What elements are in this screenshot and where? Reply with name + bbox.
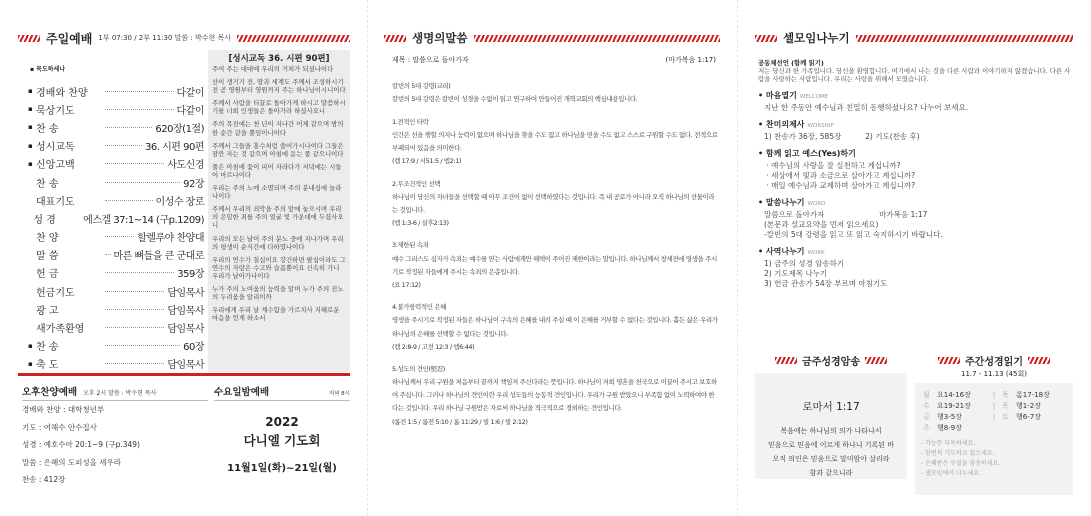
order-value: 담임목사 bbox=[167, 305, 204, 317]
responsive-reading-title: [성시교독 36. 시편 90편] bbox=[228, 54, 330, 64]
order-row bbox=[28, 118, 204, 136]
header-stripe-decoration bbox=[856, 35, 1073, 42]
order-value: 할렐루야 찬양대 bbox=[137, 233, 204, 245]
reading-passage: 롬17-18장 bbox=[1016, 390, 1050, 399]
cell-section-english: WORSHIP bbox=[807, 123, 834, 130]
sermon-paragraph bbox=[392, 178, 718, 230]
header-stripe-decoration bbox=[865, 357, 887, 364]
cell-section-line: 지난 한 주동안 예수님과 친밀히 동행하셨나요? 나누어 보세요. bbox=[764, 103, 969, 113]
afternoon-service bbox=[22, 384, 208, 489]
cell-section-line: 2) 기도제목 나누기 bbox=[764, 269, 828, 279]
memory-line: 복음에는 하나님의 의가 나타나서 bbox=[780, 427, 882, 435]
order-row bbox=[28, 155, 204, 173]
order-value: 92장 bbox=[183, 178, 204, 190]
order-value: 마른 뼈들을 큰 군대로 bbox=[113, 251, 204, 263]
reading-note: - 가능한 다독하세요. bbox=[921, 440, 976, 447]
worship-schedule: 1부 07:30 / 2부 11:30 말씀 : 박수현 목사 bbox=[98, 34, 232, 42]
sermon-line: 영생을 주시기로 작정된 자들은 하나님이 구속의 은혜를 내려 주실 때 이 은혜를 거부할 수 없다는 것입니다. 홀든 삶은 우리가 하나님의 은혜를 선택할 수 없다는 것입니다. bbox=[392, 316, 718, 338]
memory-line: 함과 같으니라 bbox=[809, 469, 853, 477]
cell-content bbox=[758, 58, 1072, 295]
reading-verse: 산이 생기기 전, 땅과 세계도 주께서 조성하시기 전 곧 영원부터 영원까지 주는 하나님이시니이다 bbox=[212, 78, 346, 95]
cell-panel bbox=[755, 0, 1073, 516]
reading-passage: 행6-7장 bbox=[1016, 412, 1041, 421]
bible-reading bbox=[915, 353, 1073, 487]
section-divider bbox=[18, 373, 350, 376]
cell-section-head bbox=[758, 119, 1072, 132]
cell-header bbox=[755, 30, 1073, 46]
reading-passage: 요19-21장 bbox=[937, 401, 971, 410]
prayer-meeting-year: 2022 bbox=[265, 415, 299, 429]
order-value: 에스겔 37:1~14 (구p.1209) bbox=[83, 214, 204, 226]
leader-dots bbox=[105, 200, 153, 201]
header-stripe-decoration bbox=[237, 35, 350, 42]
sermon-line: 하나님께서 우리 구원을 처음부터 끝까지 책임져 주신다라는 뜻입니다. 하나님이 저희 영혼을 천국으로 이끌어 주시고 보호하여 주십니다. 그러나 하나님의 견인이란 우리 성도들의 능동적 견인입니다. 우리가 구원 받았으니 부족함 없이 노력하여야 한다는 것입니다. 우리 하나님 구원받은 자로써 하나님을 적극적으로 경외하는 견인입니다. bbox=[392, 378, 717, 413]
wednesday-time: 저녁 8시 bbox=[328, 391, 350, 397]
reading-verse: 누가 주의 노여움의 능력을 알며 누가 주의 진노의 두려움을 알리이까 bbox=[212, 284, 344, 302]
sermon-line: 칼빈의 5대 강령은 칼빈이 성경을 수없이 읽고 연구하여 만들어진 개혁교회의 핵심내용입니다. bbox=[392, 95, 638, 104]
order-row bbox=[28, 173, 204, 191]
worship-panel bbox=[18, 0, 350, 516]
reading-row bbox=[921, 422, 1067, 433]
cell-section-title: • 찬미의제사 bbox=[758, 120, 805, 130]
order-value: 다같이 bbox=[176, 87, 204, 99]
reading-note: - 한번씩 기도하고 읽으세요. bbox=[921, 450, 995, 457]
order-row bbox=[28, 228, 204, 246]
reading-row bbox=[921, 411, 1067, 422]
leader-dots bbox=[105, 91, 174, 92]
reading-day: 목 bbox=[1002, 390, 1009, 399]
sermon-line: 예수 그리스도 십자가 속죄는 예수를 믿는 사람에게만 해택이 주어진 제한이라는 말입니다. 하나님께서 창세전에 영생을 주시기로 작정된 자들에게 주시는 속죄의 은총입니다. bbox=[392, 254, 717, 276]
order-label: 찬 송 bbox=[36, 178, 59, 190]
reading-verse: 주의 목전에는 천 년이 지나간 어제 같으며 밤의 한 순간 같을 뿐임이니이다 bbox=[212, 120, 344, 137]
silent-prayer-label: ▪ 묵도하세나 bbox=[30, 66, 66, 73]
leader-dots bbox=[105, 254, 111, 255]
reading-verse: 주께서 우리의 죄악을 주의 앞에 놓으시며 우리의 은밀한 죄를 주의 얼굴 빛 가운데에 두셨사오니 bbox=[212, 205, 344, 230]
cell-section-english: WORD bbox=[807, 201, 826, 208]
cell-section bbox=[758, 119, 1072, 142]
worship-header bbox=[18, 30, 350, 46]
cell-section-title: • 마음열기 bbox=[758, 91, 797, 101]
reading-day: 금 bbox=[923, 412, 930, 421]
leader-dots bbox=[105, 163, 164, 164]
afternoon-line: 기도 : 여해수 안수집사 bbox=[22, 422, 97, 432]
reading-separator: | bbox=[992, 390, 996, 399]
reading-verse: 우리의 모든 날이 주의 분노 중에 지나가며 우리의 평생이 순식간에 다하였나이다 bbox=[212, 234, 344, 251]
order-label: 찬 양 bbox=[36, 233, 59, 245]
order-value: 다같이 bbox=[176, 105, 204, 117]
order-value: 36. 시편 90편 bbox=[145, 142, 204, 154]
order-label: 경배와 찬양 bbox=[36, 87, 88, 99]
leader-dots bbox=[105, 363, 164, 364]
cell-section-line: 말씀으로 돌아가자 마가복음 1:17 bbox=[764, 210, 928, 220]
reading-passage: 행1-2장 bbox=[1016, 401, 1041, 410]
order-label: 찬 송 bbox=[36, 342, 59, 354]
cell-section-title: • 말씀나누기 bbox=[758, 198, 805, 208]
sermon-line: (렘 2:8-9 / 고전 12:3 / 엡6:44) bbox=[392, 342, 475, 351]
sermon-line: (요 17:12) bbox=[392, 280, 421, 289]
order-bullet: ▪ bbox=[28, 159, 33, 168]
cell-section-head bbox=[758, 197, 1072, 210]
header-stripe-decoration bbox=[18, 35, 40, 42]
leader-dots bbox=[105, 182, 180, 183]
order-label: 말 씀 bbox=[36, 251, 59, 263]
order-bullet: ▪ bbox=[28, 123, 33, 132]
reading-note: - 셀모임에서 나누세요. bbox=[921, 470, 982, 477]
afternoon-line: 경배와 찬양 : 대학청년부 bbox=[22, 405, 105, 414]
order-label: 광 고 bbox=[36, 305, 59, 317]
cell-section-title: • 함께 읽고 예스(Yes)하기 bbox=[758, 149, 856, 159]
leader-dots bbox=[105, 127, 152, 128]
order-value: 사도신경 bbox=[167, 160, 204, 172]
leader-dots bbox=[105, 145, 142, 146]
order-label: 대표기도 bbox=[36, 196, 75, 208]
sermon-line: 5.성도의 견인(堅忍) bbox=[392, 365, 445, 374]
header-stripe-decoration bbox=[755, 35, 777, 42]
cell-section-line: 3) 헌금 관송가 54장 부르며 마침기도 bbox=[764, 279, 888, 289]
sermon-subject-line bbox=[384, 55, 720, 65]
sermon-subject: 제목 : 말씀으로 돌아가자 bbox=[392, 56, 469, 64]
order-row bbox=[28, 318, 204, 336]
order-label: 새가족환영 bbox=[36, 324, 85, 336]
reading-day: 수 bbox=[923, 401, 930, 410]
memory-verse bbox=[755, 353, 907, 487]
order-row bbox=[28, 100, 204, 118]
sermon-line: 칼빈의 5대 강령(교리) bbox=[392, 82, 451, 90]
cell-section bbox=[758, 197, 1072, 240]
declaration-text: 저는 당신과 한 가족입니다. 당신을 환영합니다. 여기에서 나는 것을 다른 사람과 이야기하지 않겠습니다. 다른 사람을 사랑하는 사람입니다. 우리는 사랑을 위해서 모였습니다. bbox=[758, 67, 1071, 84]
reading-passage: 행8-9장 bbox=[937, 423, 962, 432]
sermon-line: 1.전적인 타락 bbox=[392, 117, 429, 126]
sermon-paragraph bbox=[392, 363, 718, 428]
memory-line: 오직 의인은 믿음으로 말미암아 살리라 bbox=[772, 455, 890, 463]
order-row bbox=[28, 137, 204, 155]
header-stripe-decoration bbox=[938, 357, 960, 364]
leader-dots bbox=[105, 272, 174, 273]
order-row bbox=[28, 246, 204, 264]
cell-section-line: 1) 찬송가 36장, 585장 2) 기도(찬송 후) bbox=[764, 132, 920, 142]
reading-verse: 주께서 사람을 티끌로 돌아가게 하시고 말씀하시기를 너희 인생들은 돌아가라 하셨사오니 bbox=[212, 99, 346, 116]
header-stripe-decoration bbox=[474, 35, 720, 42]
sermon-line: (렘 17:9 / 시51:5 / 엡2:1) bbox=[392, 156, 462, 165]
header-stripe-decoration bbox=[775, 357, 797, 364]
reading-day bbox=[1000, 422, 1014, 433]
cell-section bbox=[758, 148, 1072, 191]
afternoon-line: 말씀 : 은혜의 도피성을 세우라 bbox=[22, 457, 122, 467]
order-label: 성 경 bbox=[33, 214, 56, 226]
order-label: 헌금기도 bbox=[36, 287, 75, 299]
word-panel bbox=[384, 0, 720, 516]
cell-section-english: WELCOME bbox=[799, 94, 829, 101]
order-label: 성시교독 bbox=[36, 142, 75, 154]
memory-reference: 로마서 1:17 bbox=[802, 401, 860, 413]
sermon-line: 인간은 선을 행할 의지나 능력이 없으며 하나님을 찾을 수도 없고 하나님을 믿을 수도 없고 스스로 구원할 수도 없다. 전적으로 부패되어 있음을 의미한다. bbox=[392, 130, 718, 152]
cell-title: 셀모임나누기 bbox=[783, 31, 850, 45]
sermon-paragraph bbox=[392, 301, 718, 353]
header-stripe-decoration bbox=[384, 35, 406, 42]
cell-section-line: 1) 금주의 성경 암송하기 bbox=[764, 259, 845, 269]
header-stripe-decoration bbox=[1028, 357, 1050, 364]
sermon-line: 3.제한된 속죄 bbox=[392, 241, 429, 250]
leader-dots bbox=[105, 327, 164, 328]
cell-section-title: • 사역나누기 bbox=[758, 247, 805, 257]
sermon-line: (엡 1:3-6 / 살후2:13) bbox=[392, 218, 449, 227]
sermon-paragraph bbox=[392, 239, 718, 291]
cell-section-head bbox=[758, 148, 1072, 161]
order-row bbox=[28, 282, 204, 300]
order-label: 헌 금 bbox=[36, 269, 59, 281]
leader-dots bbox=[105, 109, 174, 110]
worship-order bbox=[28, 64, 204, 373]
order-row bbox=[28, 264, 204, 282]
reading-verse: 우리의 연수가 칠십이요 강건하면 팔십이라도 그 연수의 자랑은 수고와 슬픔뿐이요 신속히 가니 우리가 날아가나이다 bbox=[212, 255, 346, 280]
order-bullet: ▪ bbox=[28, 87, 33, 96]
memory-title: 금주성경암송 bbox=[802, 356, 860, 368]
reading-verse: 주께서 그들을 홍수처럼 쓸어가시나이다 그들은 잠깐 자는 것 같으며 아침에 돋는 풀 같으니이다 bbox=[212, 141, 344, 158]
cell-section-line: (본문과 설교요약을 먼저 읽으세요) bbox=[764, 220, 879, 230]
reading-day: 주 bbox=[923, 423, 930, 432]
reading-separator: | bbox=[992, 412, 996, 421]
sermon-reference: (마가복음 1:17) bbox=[665, 56, 716, 64]
worship-title: 주일예배 bbox=[46, 31, 93, 46]
reading-day: 월 bbox=[923, 390, 930, 399]
order-value: 담임목사 bbox=[167, 360, 204, 372]
reading-title: 주간성경읽기 bbox=[965, 356, 1023, 368]
order-row bbox=[28, 300, 204, 318]
sermon-line: 하나님이 당신의 자녀들을 선택할 때 아무 조건이 없이 선택하였다는 것입니다. 즉 내 공로가 아니라 오직 하나님의 선물이라는 것입니다. bbox=[392, 192, 715, 214]
order-value: 담임목사 bbox=[167, 287, 204, 299]
prayer-meeting-name: 다니엘 기도회 bbox=[243, 433, 321, 448]
order-value: 60장 bbox=[183, 342, 204, 354]
order-label: 축 도 bbox=[36, 360, 59, 372]
cell-section-line: · 예수님의 사랑을 잘 실천하고 계십니까? bbox=[764, 161, 901, 171]
sermon-line: 4.불가항력적인 은혜 bbox=[392, 303, 447, 312]
sermon-line: 2.무조건적인 선택 bbox=[392, 179, 441, 188]
order-bullet: ▪ bbox=[28, 359, 33, 368]
sermon-body bbox=[392, 80, 718, 438]
reading-note: - 은혜받은 구절을 암송하세요. bbox=[921, 460, 1001, 467]
cell-section-english: WORK bbox=[807, 250, 825, 257]
reading-verse: 주여 주는 대대에 우리의 거처가 되셨나이다 bbox=[212, 65, 334, 73]
wednesday-service bbox=[214, 384, 350, 474]
order-bullet: ▪ bbox=[28, 105, 33, 114]
cell-section-line: · 매일 예수님과 교제하며 살아가고 계십니까? bbox=[764, 181, 916, 191]
order-row bbox=[28, 209, 204, 227]
reading-separator bbox=[988, 422, 1000, 433]
reading-passage: 행3-5장 bbox=[937, 412, 962, 421]
responsive-reading-box bbox=[208, 50, 350, 372]
reading-row bbox=[921, 400, 1067, 411]
sermon-line: (롬전 1:5 / 롬전 5:10 / 롬 11:29 / 빌 1:6 / 빌 2:12) bbox=[392, 417, 528, 426]
reading-separator: | bbox=[992, 401, 996, 410]
reading-table bbox=[921, 389, 1067, 433]
declaration-title: 공동체선언 (함께 읽기) bbox=[758, 59, 824, 67]
prayer-meeting-dates: 11월1일(화)~21일(월) bbox=[227, 463, 337, 474]
order-value: 담임목사 bbox=[167, 324, 204, 336]
afternoon-title: 오후찬양예배 bbox=[22, 387, 78, 398]
cell-section-head bbox=[758, 246, 1072, 259]
word-title: 생명의말씀 bbox=[412, 31, 468, 45]
afternoon-line: 성경 : 예호수아 20:1~9 (구p.349) bbox=[22, 440, 140, 449]
reading-passage bbox=[1014, 422, 1067, 433]
order-row bbox=[28, 355, 204, 373]
order-bullet: ▪ bbox=[28, 141, 33, 150]
order-row bbox=[28, 191, 204, 209]
memory-line: 믿음으로 믿음에 이르게 하나니 기록된 바 bbox=[767, 441, 895, 449]
reading-day: 목 bbox=[1002, 401, 1009, 410]
leader-dots bbox=[105, 291, 164, 292]
reading-verse: 풀은 아침에 꽃이 피어 자라다가 저녁에는 시들어 마르나이다 bbox=[212, 162, 342, 179]
reading-day: 토 bbox=[1002, 412, 1009, 421]
cell-section-line: -칼빈의 5대 강령을 읽고 또 읽고 숙지하시기 바랍니다. bbox=[764, 230, 943, 240]
order-value: 이성수 장로 bbox=[155, 196, 204, 208]
order-label: 묵상기도 bbox=[36, 105, 75, 117]
leader-dots bbox=[105, 236, 134, 237]
sermon-paragraph bbox=[392, 116, 718, 168]
reading-passage: 요14-16장 bbox=[937, 390, 971, 399]
order-label: 신앙고백 bbox=[36, 160, 75, 172]
reading-row bbox=[921, 389, 1067, 400]
order-bullet: ▪ bbox=[28, 341, 33, 350]
cell-section bbox=[758, 246, 1072, 289]
word-header bbox=[384, 30, 720, 46]
order-row bbox=[28, 82, 204, 100]
reading-range: 11.7 - 11.13 (45회) bbox=[961, 370, 1027, 378]
order-value: 359장 bbox=[177, 269, 204, 281]
afternoon-schedule: 오후 2시 말씀 : 박수현 목사 bbox=[83, 390, 157, 397]
leader-dots bbox=[105, 309, 164, 310]
cell-section-head bbox=[758, 90, 1072, 103]
order-label: 찬 송 bbox=[36, 123, 59, 135]
sermon-paragraph bbox=[392, 80, 718, 106]
order-value: 620장(1절) bbox=[155, 123, 204, 135]
cell-section bbox=[758, 90, 1072, 113]
wednesday-title: 수요일밤예배 bbox=[214, 387, 270, 398]
cell-section-line: · 세상에서 빛과 소금으로 살아가고 계십니까? bbox=[764, 171, 916, 181]
leader-dots bbox=[105, 345, 180, 346]
reading-verse: 우리는 주의 노에 소멸되며 주의 분내심에 놀라나이다 bbox=[212, 184, 342, 201]
afternoon-line: 찬송 : 412장 bbox=[22, 475, 66, 484]
reading-verse: 우리에게 우리 날 계수함을 가르치사 지혜로운 마음을 얻게 하소서 bbox=[212, 306, 340, 323]
order-row bbox=[28, 337, 204, 355]
